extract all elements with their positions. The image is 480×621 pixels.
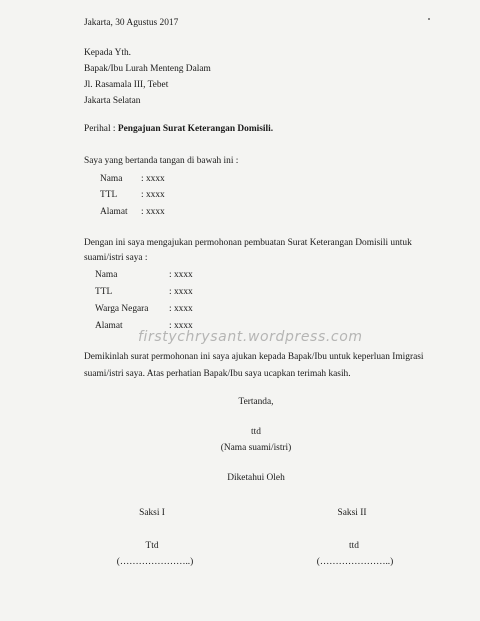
applicant-label-ttl: TTL (100, 190, 118, 200)
spouse-label-citizenship: Warga Negara (95, 304, 149, 314)
acknowledged-by: Diketahui Oleh (227, 473, 285, 483)
spouse-label-name: Nama (95, 270, 118, 280)
witness-1-blank: (…………………..) (116, 557, 194, 567)
applicant-value-address: : xxxx (141, 207, 165, 217)
signature-name: (Nama suami/istri) (220, 443, 292, 453)
letter-date: Jakarta, 30 Agustus 2017 (84, 18, 179, 28)
recipient-line-3: Jl. Rasamala III, Tebet (84, 80, 169, 90)
applicant-value-name: : xxxx (141, 174, 165, 184)
witness-2-ttd: ttd (349, 541, 359, 551)
subject-line (84, 124, 273, 134)
applicant-label-address: Alamat (100, 207, 128, 217)
subject-text: Pengajuan Surat Keterangan Domisili. (117, 124, 274, 134)
spouse-value-address: : xxxx (169, 321, 193, 331)
subject-label: Perihal : (84, 124, 118, 134)
spouse-value-citizenship: : xxxx (169, 304, 193, 314)
request-line-2: suami/istri saya : (84, 253, 148, 263)
witness-2-title: Saksi II (337, 508, 367, 518)
witness-1-ttd: Ttd (145, 541, 159, 551)
recipient-line-2: Bapak/Ibu Lurah Menteng Dalam (84, 64, 211, 74)
signature-regards: Tertanda, (238, 397, 274, 407)
spouse-label-ttl: TTL (95, 287, 113, 297)
spouse-label-address: Alamat (95, 321, 123, 331)
spouse-value-name: : xxxx (169, 270, 193, 280)
recipient-line-1: Kepada Yth. (84, 48, 132, 58)
scan-speck (428, 18, 430, 20)
closing-line-1: Demikinlah surat permohonan ini saya ajukan kepada Bapak/Ibu untuk keperluan Imigrasi (84, 352, 424, 362)
closing-line-2: suami/istri saya. Atas perhatian Bapak/Ibu saya ucapkan terimah kasih. (84, 369, 351, 379)
spouse-value-ttl: : xxxx (169, 287, 193, 297)
witness-2-blank: (…………………..) (316, 557, 394, 567)
signature-ttd: ttd (251, 427, 261, 437)
intro-text: Saya yang bertanda tangan di bawah ini : (84, 156, 239, 166)
watermark-text: firstychrysant.wordpress.com (138, 329, 363, 345)
applicant-label-name: Nama (100, 174, 123, 184)
applicant-value-ttl: : xxxx (141, 190, 165, 200)
witness-1-title: Saksi I (139, 508, 165, 518)
request-line-1: Dengan ini saya mengajukan permohonan pembuatan Surat Keterangan Domisili untuk (84, 238, 412, 248)
recipient-line-4: Jakarta Selatan (84, 96, 141, 106)
